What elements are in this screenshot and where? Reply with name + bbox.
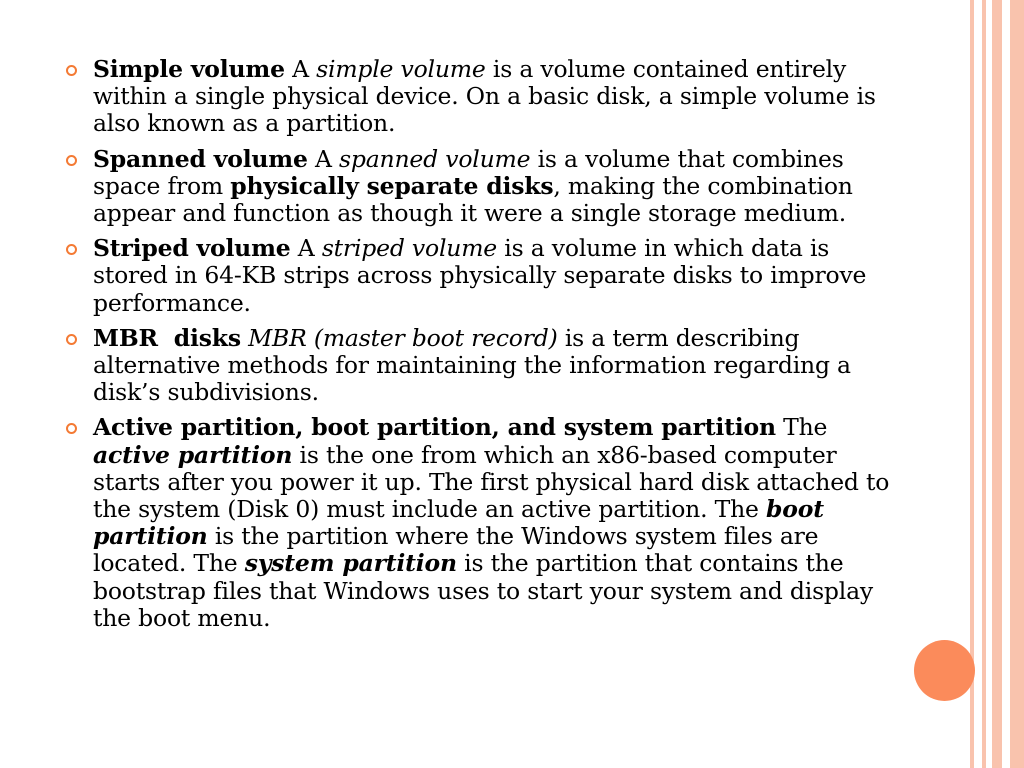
term-italic: MBR (master boot record) [248, 323, 558, 352]
text: The [775, 413, 828, 442]
definition: is a volume that combines space from [93, 144, 844, 200]
bullet-ring-icon [66, 334, 77, 345]
term-bold-italic: system partition [244, 549, 457, 578]
term-bold-italic: boot partition [93, 495, 824, 551]
emphasis: physically separate disks [230, 171, 554, 200]
term: Active partition, boot partition, and system partition [93, 413, 776, 442]
definition: is a volume in which data is stored in 64-KB strips across physically separate disks to improve performance. [93, 234, 867, 317]
term-italic: spanned volume [339, 144, 531, 173]
decorative-stripes [968, 0, 1024, 768]
bullet-item-striped-volume [66, 235, 896, 317]
bullet-item-partitions [66, 414, 896, 632]
definition: is the partition where the Windows system files are located. The [93, 522, 819, 578]
bullet-ring-icon [66, 423, 77, 434]
text: A [307, 144, 340, 173]
definition: is the one from which an x86-based computer starts after you power it up. The first physical hard disk attached to the system (Disk 0) must include an active partition. The [93, 440, 890, 524]
term: Spanned volume [93, 144, 308, 173]
text: A [284, 55, 317, 83]
definition: is the partition that contains the bootstrap files that Windows uses to start your system and display the boot menu. [93, 549, 873, 632]
text: A [290, 234, 322, 263]
stripe [970, 0, 974, 768]
decorative-circle [914, 640, 975, 701]
bullet-ring-icon [66, 244, 77, 255]
term: Simple volume [93, 55, 285, 83]
stripe [992, 0, 1002, 768]
bullet-ring-icon [66, 65, 77, 76]
term-italic: striped volume [321, 234, 497, 263]
term-italic: simple volume [316, 55, 486, 83]
bullet-item-simple-volume [66, 56, 896, 138]
term: MBR disks [93, 323, 241, 352]
term: Striped volume [93, 234, 291, 263]
definition: , making the combination appear and function as though it were a single storage medium. [93, 171, 853, 228]
bullet-ring-icon [66, 155, 77, 166]
bullet-item-spanned-volume [66, 146, 896, 228]
bullet-item-mbr-disks [66, 325, 896, 407]
stripe [1010, 0, 1024, 768]
definition: is a volume contained entirely within a single physical device. On a basic disk, a simple volume is also known as a partition. [93, 55, 876, 138]
stripe [982, 0, 986, 768]
definition: is a term describing alternative methods for maintaining the information regarding a disk’s subdivisions. [93, 323, 851, 407]
term-bold-italic: active partition [93, 440, 293, 469]
slide-content [66, 56, 896, 640]
